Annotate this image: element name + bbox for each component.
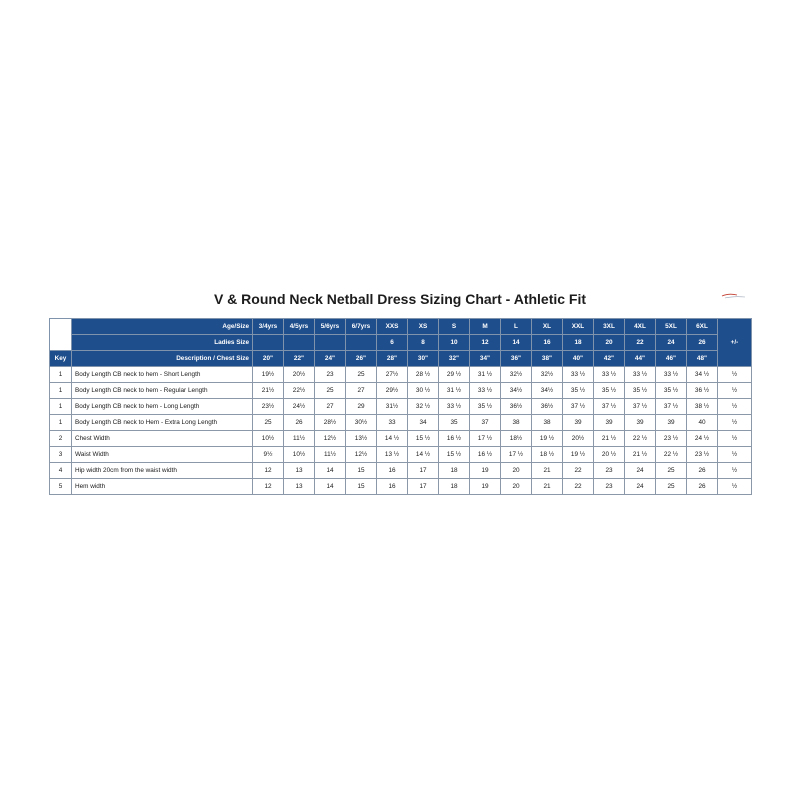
row-value: 37 [470, 415, 501, 431]
chest-size-cell: 38" [532, 351, 563, 367]
table-row [50, 479, 752, 495]
age-size-cell: 4/5yrs [284, 319, 315, 335]
row-value: 20½ [284, 367, 315, 383]
row-value: 31 ½ [470, 367, 501, 383]
ladies-size-cell: 16 [532, 335, 563, 351]
row-key: 1 [50, 367, 72, 383]
row-value: 12 [253, 463, 284, 479]
age-size-cell: 3XL [594, 319, 625, 335]
row-value: 38 ½ [687, 399, 718, 415]
row-value: 17 [408, 479, 439, 495]
age-size-cell: 3/4yrs [253, 319, 284, 335]
row-value: 34½ [532, 383, 563, 399]
ladies-size-cell: 6 [377, 335, 408, 351]
age-size-cell: XXS [377, 319, 408, 335]
row-value: 23 ½ [656, 431, 687, 447]
chart-title: V & Round Neck Netball Dress Sizing Chart - Athletic Fit [213, 291, 587, 307]
row-value: 17 [408, 463, 439, 479]
row-value: 24 ½ [687, 431, 718, 447]
row-value: 22 ½ [656, 447, 687, 463]
row-value: 15 ½ [408, 431, 439, 447]
row-value: 32½ [501, 367, 532, 383]
row-value: 30 ½ [408, 383, 439, 399]
table-row [50, 415, 752, 431]
row-key: 4 [50, 463, 72, 479]
row-tolerance: ½ [718, 463, 752, 479]
age-size-cell: XS [408, 319, 439, 335]
ladies-size-cell: 18 [563, 335, 594, 351]
ladies-size-cell [315, 335, 346, 351]
row-description: Body Length CB neck to Hem - Extra Long Length [72, 415, 253, 431]
row-value: 15 [346, 463, 377, 479]
row-value: 29 ½ [439, 367, 470, 383]
row-description: Hip width 20cm from the waist width [72, 463, 253, 479]
row-value: 37 ½ [563, 399, 594, 415]
row-key: 1 [50, 415, 72, 431]
ladies-size-cell: 10 [439, 335, 470, 351]
age-size-cell: 5XL [656, 319, 687, 335]
row-value: 13 [284, 479, 315, 495]
chest-size-cell: 42" [594, 351, 625, 367]
row-value: 27 [315, 399, 346, 415]
chest-size-cell: 20" [253, 351, 284, 367]
row-value: 38 [501, 415, 532, 431]
row-value: 19½ [253, 367, 284, 383]
row-tolerance: ½ [718, 383, 752, 399]
row-value: 40 [687, 415, 718, 431]
row-value: 9½ [253, 447, 284, 463]
row-tolerance: ½ [718, 399, 752, 415]
row-key: 1 [50, 383, 72, 399]
age-size-cell: 6XL [687, 319, 718, 335]
row-value: 18 [439, 463, 470, 479]
age-size-cell: S [439, 319, 470, 335]
row-description: Body Length CB neck to hem - Regular Length [72, 383, 253, 399]
ladies-size-cell [346, 335, 377, 351]
row-value: 35 ½ [656, 383, 687, 399]
row-description: Waist Width [72, 447, 253, 463]
row-value: 21 ½ [625, 447, 656, 463]
ladies-size-cell: 26 [687, 335, 718, 351]
chest-size-cell: 40" [563, 351, 594, 367]
row-value: 23½ [253, 399, 284, 415]
row-value: 39 [563, 415, 594, 431]
row-value: 37 ½ [594, 399, 625, 415]
row-value: 26 [687, 479, 718, 495]
age-size-cell: M [470, 319, 501, 335]
row-value: 34 ½ [687, 367, 718, 383]
row-value: 18 [439, 479, 470, 495]
row-value: 25 [656, 463, 687, 479]
row-description: Body Length CB neck to hem - Short Length [72, 367, 253, 383]
row-key: 5 [50, 479, 72, 495]
row-value: 29½ [377, 383, 408, 399]
header-row-ladies-size [50, 335, 752, 351]
row-value: 27½ [377, 367, 408, 383]
row-tolerance: ½ [718, 415, 752, 431]
row-value: 28 ½ [408, 367, 439, 383]
row-value: 25 [656, 479, 687, 495]
age-size-cell: XL [532, 319, 563, 335]
age-size-cell: 6/7yrs [346, 319, 377, 335]
row-value: 28½ [315, 415, 346, 431]
row-value: 32 ½ [408, 399, 439, 415]
row-tolerance: ½ [718, 479, 752, 495]
row-value: 30½ [346, 415, 377, 431]
row-value: 23 ½ [687, 447, 718, 463]
table-row [50, 399, 752, 415]
row-value: 31 ½ [439, 383, 470, 399]
ladies-size-cell: 20 [594, 335, 625, 351]
age-size-cell: XXL [563, 319, 594, 335]
row-tolerance: ½ [718, 447, 752, 463]
row-value: 15 [346, 479, 377, 495]
row-value: 21½ [253, 383, 284, 399]
row-value: 33 ½ [625, 367, 656, 383]
row-value: 13½ [346, 431, 377, 447]
row-value: 36 ½ [687, 383, 718, 399]
row-value: 36½ [532, 399, 563, 415]
row-value: 35 ½ [594, 383, 625, 399]
row-value: 14 [315, 463, 346, 479]
row-value: 20 [501, 479, 532, 495]
row-value: 33 ½ [470, 383, 501, 399]
row-value: 23 [594, 479, 625, 495]
row-value: 18½ [501, 431, 532, 447]
row-value: 12½ [346, 447, 377, 463]
row-value: 34 [408, 415, 439, 431]
row-value: 29 [346, 399, 377, 415]
row-value: 33 ½ [656, 367, 687, 383]
row-value: 19 ½ [563, 447, 594, 463]
ladies-size-cell: 12 [470, 335, 501, 351]
row-value: 26 [687, 463, 718, 479]
row-value: 35 [439, 415, 470, 431]
row-value: 20 ½ [594, 447, 625, 463]
row-value: 35 ½ [470, 399, 501, 415]
row-tolerance: ½ [718, 367, 752, 383]
ladies-size-cell [253, 335, 284, 351]
row-value: 17 ½ [470, 431, 501, 447]
row-value: 32½ [532, 367, 563, 383]
row-value: 35 ½ [563, 383, 594, 399]
header-row-chest-size [50, 351, 752, 367]
row-value: 22 [563, 479, 594, 495]
row-value: 21 [532, 463, 563, 479]
table-row [50, 463, 752, 479]
ladies-size-cell: 24 [656, 335, 687, 351]
row-tolerance: ½ [718, 431, 752, 447]
row-value: 12 [253, 479, 284, 495]
age-size-cell: 4XL [625, 319, 656, 335]
row-value: 39 [656, 415, 687, 431]
ladies-size-cell: 8 [408, 335, 439, 351]
row-value: 11½ [284, 431, 315, 447]
age-size-cell: L [501, 319, 532, 335]
row-value: 33 [377, 415, 408, 431]
row-value: 21 ½ [594, 431, 625, 447]
chest-size-cell: 36" [501, 351, 532, 367]
row-value: 21 [532, 479, 563, 495]
row-value: 31½ [377, 399, 408, 415]
row-value: 24 [625, 463, 656, 479]
row-value: 12½ [315, 431, 346, 447]
row-key: 3 [50, 447, 72, 463]
row-value: 16 ½ [439, 431, 470, 447]
row-value: 39 [625, 415, 656, 431]
chest-size-cell: 26" [346, 351, 377, 367]
row-value: 16 [377, 479, 408, 495]
row-value: 22 [563, 463, 594, 479]
chest-size-cell: 48" [687, 351, 718, 367]
row-value: 33 ½ [594, 367, 625, 383]
row-value: 23 [594, 463, 625, 479]
row-value: 14 ½ [377, 431, 408, 447]
header-row-age-size [50, 319, 752, 335]
row-value: 39 [594, 415, 625, 431]
row-description: Body Length CB neck to hem - Long Length [72, 399, 253, 415]
row-value: 25 [253, 415, 284, 431]
chest-size-cell: 34" [470, 351, 501, 367]
row-value: 19 [470, 463, 501, 479]
row-value: 13 [284, 463, 315, 479]
chest-size-cell: 28" [377, 351, 408, 367]
ladies-size-label: Ladies Size [72, 335, 253, 351]
row-value: 33 ½ [563, 367, 594, 383]
ladies-size-cell [284, 335, 315, 351]
row-value: 26 [284, 415, 315, 431]
row-value: 19 [470, 479, 501, 495]
row-value: 23 [315, 367, 346, 383]
row-value: 14 [315, 479, 346, 495]
row-value: 37 ½ [656, 399, 687, 415]
row-value: 11½ [315, 447, 346, 463]
row-value: 24½ [284, 399, 315, 415]
row-value: 36½ [501, 399, 532, 415]
ladies-size-cell: 14 [501, 335, 532, 351]
row-description: Chest Width [72, 431, 253, 447]
corner-blank-cell [50, 319, 72, 351]
chest-size-cell: 44" [625, 351, 656, 367]
chest-size-cell: 46" [656, 351, 687, 367]
row-value: 33 ½ [439, 399, 470, 415]
brand-logo-mark [721, 293, 747, 301]
sizing-table [49, 318, 752, 495]
row-value: 19 ½ [532, 431, 563, 447]
row-value: 22 ½ [625, 431, 656, 447]
row-value: 25 [346, 367, 377, 383]
row-value: 25 [315, 383, 346, 399]
row-value: 22½ [284, 383, 315, 399]
row-value: 35 ½ [625, 383, 656, 399]
row-value: 34½ [501, 383, 532, 399]
table-row [50, 383, 752, 399]
row-value: 17 ½ [501, 447, 532, 463]
row-value: 38 [532, 415, 563, 431]
row-value: 37 ½ [625, 399, 656, 415]
table-row [50, 447, 752, 463]
age-size-cell: 5/6yrs [315, 319, 346, 335]
age-size-label: Age/Size [72, 319, 253, 335]
row-value: 15 ½ [439, 447, 470, 463]
description-header: Description / Chest Size [72, 351, 253, 367]
row-value: 18 ½ [532, 447, 563, 463]
chest-size-cell: 32" [439, 351, 470, 367]
table-row [50, 431, 752, 447]
row-description: Hem width [72, 479, 253, 495]
row-key: 1 [50, 399, 72, 415]
row-value: 13 ½ [377, 447, 408, 463]
row-value: 27 [346, 383, 377, 399]
row-value: 16 [377, 463, 408, 479]
row-value: 20 [501, 463, 532, 479]
row-value: 14 ½ [408, 447, 439, 463]
row-value: 16 ½ [470, 447, 501, 463]
chest-size-cell: 22" [284, 351, 315, 367]
ladies-size-cell: 22 [625, 335, 656, 351]
table-row [50, 367, 752, 383]
chest-size-cell: 24" [315, 351, 346, 367]
chest-size-cell: 30" [408, 351, 439, 367]
row-key: 2 [50, 431, 72, 447]
row-value: 10½ [284, 447, 315, 463]
row-value: 24 [625, 479, 656, 495]
row-value: 20½ [563, 431, 594, 447]
key-header: Key [50, 351, 72, 367]
tolerance-header: +/- [718, 319, 752, 367]
row-value: 10½ [253, 431, 284, 447]
